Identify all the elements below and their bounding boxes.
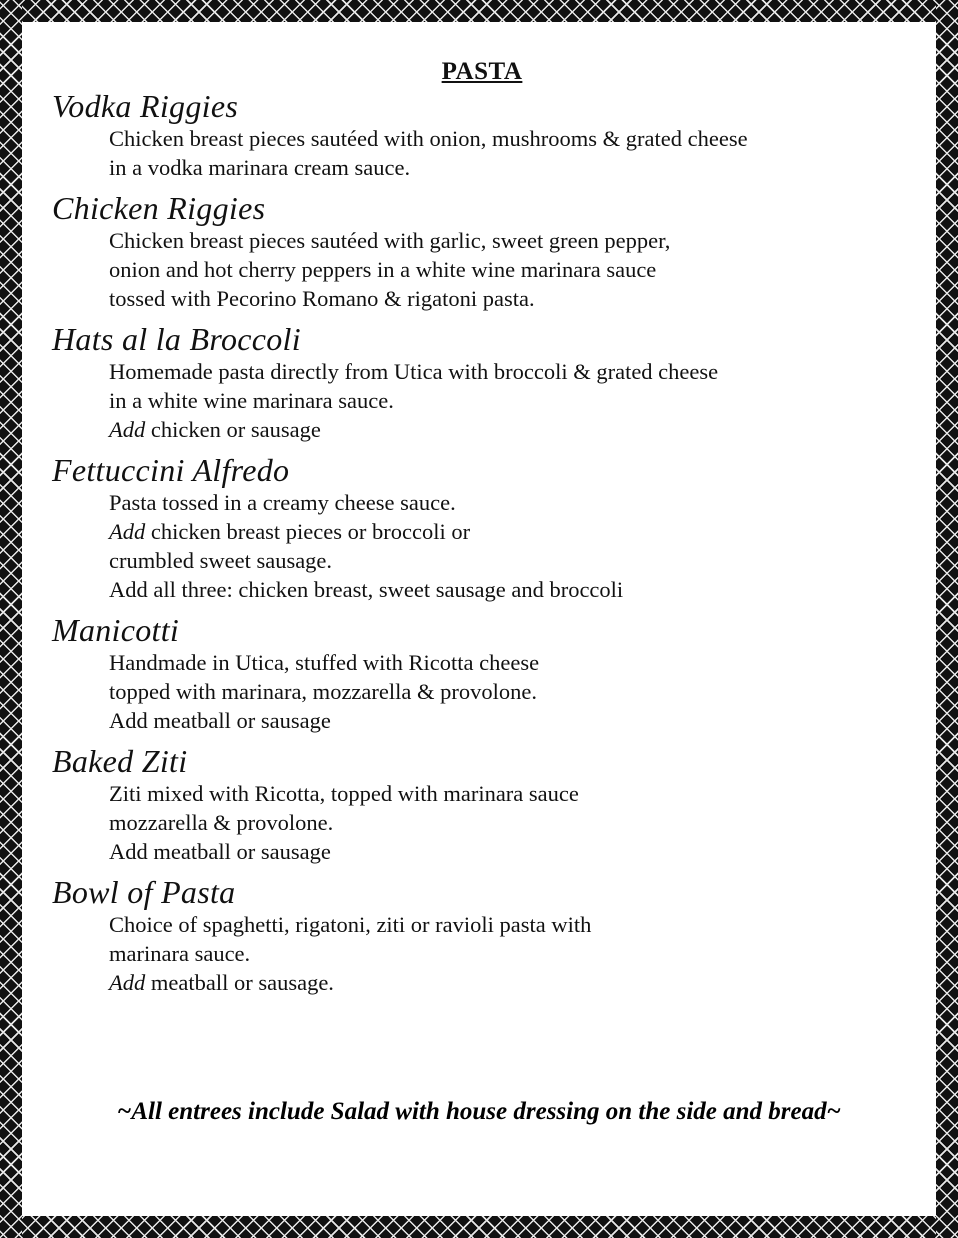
description-line [109,575,912,604]
description-line [109,968,912,997]
description-text: marinara sauce. [109,941,251,966]
description-text: Ziti mixed with Ricotta, topped with marinara sauce [109,781,579,806]
description-line [109,386,912,415]
description-line [109,124,912,153]
description-text: tossed with Pecorino Romano & rigatoni pasta. [109,286,535,311]
description-line [109,488,912,517]
description-text: onion and hot cherry peppers in a white wine marinara sauce [109,257,657,282]
menu-item [52,612,912,735]
section-title: PASTA [441,58,523,85]
description-text: Pasta tossed in a creamy cheese sauce. [109,490,456,515]
menu-item-name: Hats al la Broccoli [52,321,301,357]
description-text: Add all three: chicken breast, sweet sausage and broccoli [109,577,624,602]
description-line [109,648,912,677]
description-text: chicken breast pieces or broccoli or [145,519,471,544]
menu-item-name: Baked Ziti [52,743,188,779]
footer-note: ~All entrees include Salad with house dressing on the side and bread~ [117,1098,841,1125]
description-line [109,706,912,735]
menu-item [52,190,912,313]
border-top [0,0,958,22]
menu-item [52,874,912,997]
description-text: Chicken breast pieces sautéed with onion, mushrooms & grated cheese [109,126,748,151]
description-text: meatball or sausage. [145,970,334,995]
description-line [109,808,912,837]
add-on-label: Add [109,970,146,995]
menu-item-description [52,779,912,866]
menu-item-description [52,357,912,444]
menu-item-name: Fettuccini Alfredo [52,452,290,488]
description-text: in a vodka marinara cream sauce. [109,155,411,180]
menu-item-description [52,226,912,313]
border-right [936,0,958,1238]
description-text: Choice of spaghetti, rigatoni, ziti or ravioli pasta with [109,912,592,937]
description-line [109,837,912,866]
description-text: crumbled sweet sausage. [109,548,333,573]
description-text: Chicken breast pieces sautéed with garlic, sweet green pepper, [109,228,671,253]
description-line [109,677,912,706]
description-text: mozzarella & provolone. [109,810,334,835]
menu-item-name: Manicotti [52,612,180,648]
menu-item-description [52,124,912,182]
add-on-label: Add [109,519,146,544]
description-line [109,517,912,546]
description-line [109,910,912,939]
description-line [109,939,912,968]
border-bottom [0,1216,958,1238]
menu-content [52,52,912,1005]
description-line [109,415,912,444]
menu-item-name: Vodka Riggies [52,88,239,124]
description-text: Add meatball or sausage [109,708,331,733]
description-text: topped with marinara, mozzarella & provolone. [109,679,537,704]
description-text: chicken or sausage [145,417,321,442]
description-line [109,226,912,255]
menu-item-description [52,648,912,735]
menu-item-name: Chicken Riggies [52,190,266,226]
menu-item [52,452,912,604]
menu-item [52,88,912,182]
description-text: Handmade in Utica, stuffed with Ricotta cheese [109,650,540,675]
description-line [109,255,912,284]
description-line [109,779,912,808]
description-line [109,357,912,386]
description-line [109,284,912,313]
menu-item-name: Bowl of Pasta [52,874,236,910]
description-text: Add meatball or sausage [109,839,331,864]
description-line [109,546,912,575]
menu-item-description [52,488,912,604]
menu-item [52,743,912,866]
menu-item-description [52,910,912,997]
description-text: in a white wine marinara sauce. [109,388,394,413]
add-on-label: Add [109,417,146,442]
border-left [0,0,22,1238]
description-line [109,153,912,182]
description-text: Homemade pasta directly from Utica with broccoli & grated cheese [109,359,719,384]
menu-item [52,321,912,444]
menu-items [52,88,912,997]
